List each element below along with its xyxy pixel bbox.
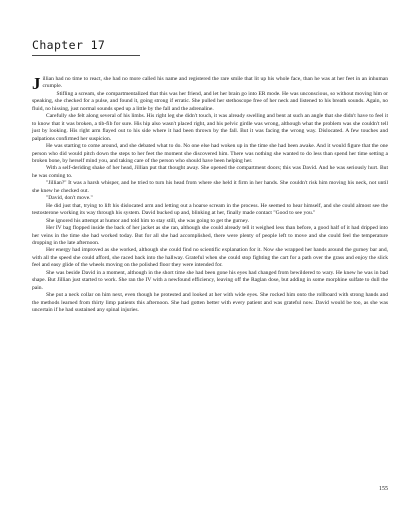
chapter-underline: [32, 55, 140, 56]
chapter-heading: Chapter 17: [32, 38, 106, 52]
paragraph: [32, 76, 388, 91]
paragraph: Her energy had improved as she worked, although she could find no scientific explanation for it. Now she wrapped her hands around the gurney bar and, with all the speed she could afford, she raced back into the hallway. Grateful when she could stop fighting the cart for a path over the grass and enjoy the slick feel and easy glide of the wheels moving on the polished floor they were intended for.: [32, 247, 388, 269]
paragraph: She ignored his attempt at humor and told him to stay still, she was going to get the gurney.: [46, 217, 249, 224]
paragraph: With a self-deriding shake of her head, Jillian put that thought away. She opened the compartment doors; this was David. And he was seriously hurt. But he was coming to.: [32, 165, 388, 179]
paragraph: He was starting to come around, and she debated what to do. No one else had woken up in the time she had been awake. And it would figure that the one person who did would pitch down the steps to her feet the moment she discovered him. There was nothing she wanted to do less than spend her time setting a broken bone, by herself mind you, and taking care of the person who should have been helping her.: [32, 143, 388, 164]
paragraph: He did just that, trying to lift his dislocated arm and letting out a hoarse scream in the process. He seemed to hear himself, and she could almost see the testosterone working its way through his system. David bucked up and, blinking at her, finally made contact "Good to see you.": [32, 202, 388, 217]
paragraph-text: illian had no time to react, she had no more called his name and registered the rare smile that lit up his whole face, than he was at her feet in an inhuman crumple.: [42, 76, 388, 90]
page-number: 155: [379, 486, 388, 492]
paragraph: "David, don't move.": [46, 195, 93, 202]
paragraph: Her IV bag flopped inside the back of her jacket as she ran, although she could already tell it weighed less than before, a good half of it had dripped into her veins in the time she had worked today. But for all she had accomplished, there were plenty of people left to move and she could feel the temperature dropping in the late afternoon.: [32, 225, 388, 246]
paragraph: Carefully she felt along several of his limbs. His right leg she didn't touch, it was already swelling and bent at such an angle that she didn't have to feel it to know that it was broken, a tib-fib for sure. His hip also wasn't placed right, and his pelvic girdle was wrong, although what the problem was she couldn't tell just by looking. His right arm flayed out to his side where it had been thrown by the fall. But it was facing the wrong way. Dislocated. A few touches and palpations confirmed her suspicion.: [32, 113, 388, 142]
paragraph: Stifling a scream, she compartmentalized that this was her friend, and let her brain go into ER mode. He was unconscious, so without moving him or speaking, she checked for a pulse, and found it, going strong if erratic. She pulled her stethoscope free of her neck and listened to his breath sounds. Again, no fluid, no hissing, just normal sounds sped up a little by the fall and the adrenaline.: [32, 90, 388, 112]
drop-cap: J: [32, 74, 41, 93]
chapter-body: [32, 76, 388, 315]
paragraph: "Jillian?" It was a harsh whisper, and he tried to turn his head from where she held it firm in her hands. She couldn't risk him moving his neck, not until she knew he checked out.: [32, 180, 388, 194]
paragraph: She was beside David in a moment, although in the short time she had been gone his eyes had changed from bewildered to wary. He knew he was in bad shape. But Jillian just started to work. She ran the IV with a newfound efficiency, leaving off the Raglan dose, but adding in some morphine sulfate to dull the pain.: [32, 269, 388, 291]
paragraph: She put a neck collar on him next, even though he protested and looked at her with wide eyes. She rocked him onto the rollboard with strong hands and the methods learned from thirty limp patients this afternoon. She had gotten better with every patient and was grateful now. David would be too, as she was uncertain if he had sustained any spinal injuries.: [32, 292, 388, 314]
